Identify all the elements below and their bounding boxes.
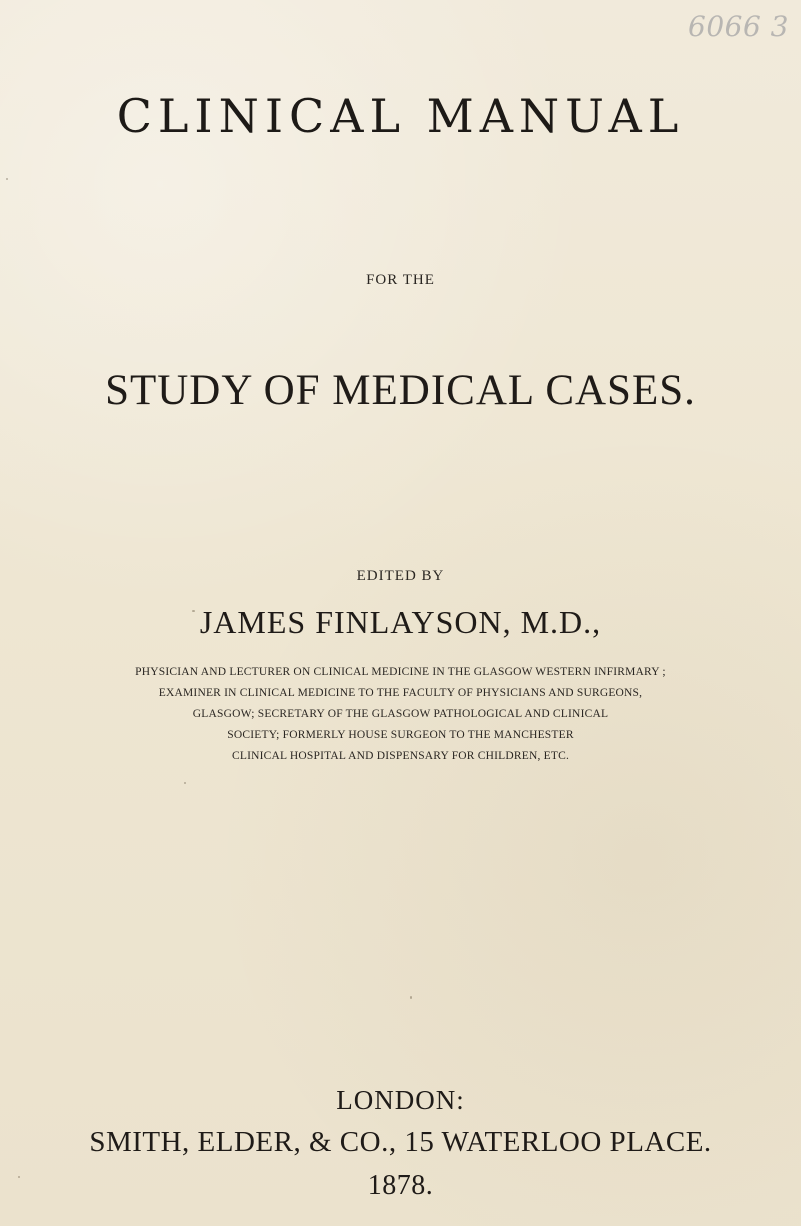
subtitle-for-the: FOR THE: [366, 272, 435, 288]
edited-by-label: EDITED BY: [356, 568, 445, 584]
paper-speck: [18, 1176, 20, 1178]
publisher-city: LONDON:: [336, 1085, 465, 1115]
credentials-line: CLINICAL HOSPITAL AND DISPENSARY FOR CHILDREN, ETC.: [231, 750, 570, 762]
main-title: CLINICAL MANUAL: [116, 89, 685, 143]
credentials-line: SOCIETY; FORMERLY HOUSE SURGEON TO THE MANCHESTER: [227, 729, 574, 741]
credentials-line: PHYSICIAN AND LECTURER ON CLINICAL MEDICINE IN THE GLASGOW WESTERN INFIRMARY ;: [135, 666, 666, 678]
corner-shelf-mark: 6066 3: [688, 10, 789, 43]
publication-year: 1878.: [367, 1170, 434, 1201]
author-credentials: [26, 662, 775, 767]
credentials-line: EXAMINER IN CLINICAL MEDICINE TO THE FACULTY OF PHYSICIANS AND SURGEONS,: [158, 687, 643, 699]
credentials-line: GLASGOW; SECRETARY OF THE GLASGOW PATHOLOGICAL AND CLINICAL: [192, 708, 609, 720]
paper-speck: [192, 610, 195, 612]
paper-speck: [410, 996, 412, 999]
secondary-title: STUDY OF MEDICAL CASES.: [105, 367, 696, 414]
author-name: JAMES FINLAYSON, M.D.,: [199, 604, 602, 640]
paper-speck: [6, 178, 8, 180]
publisher-name: SMITH, ELDER, & CO., 15 WATERLOO PLACE.: [89, 1126, 712, 1158]
paper-speck: [184, 782, 186, 784]
